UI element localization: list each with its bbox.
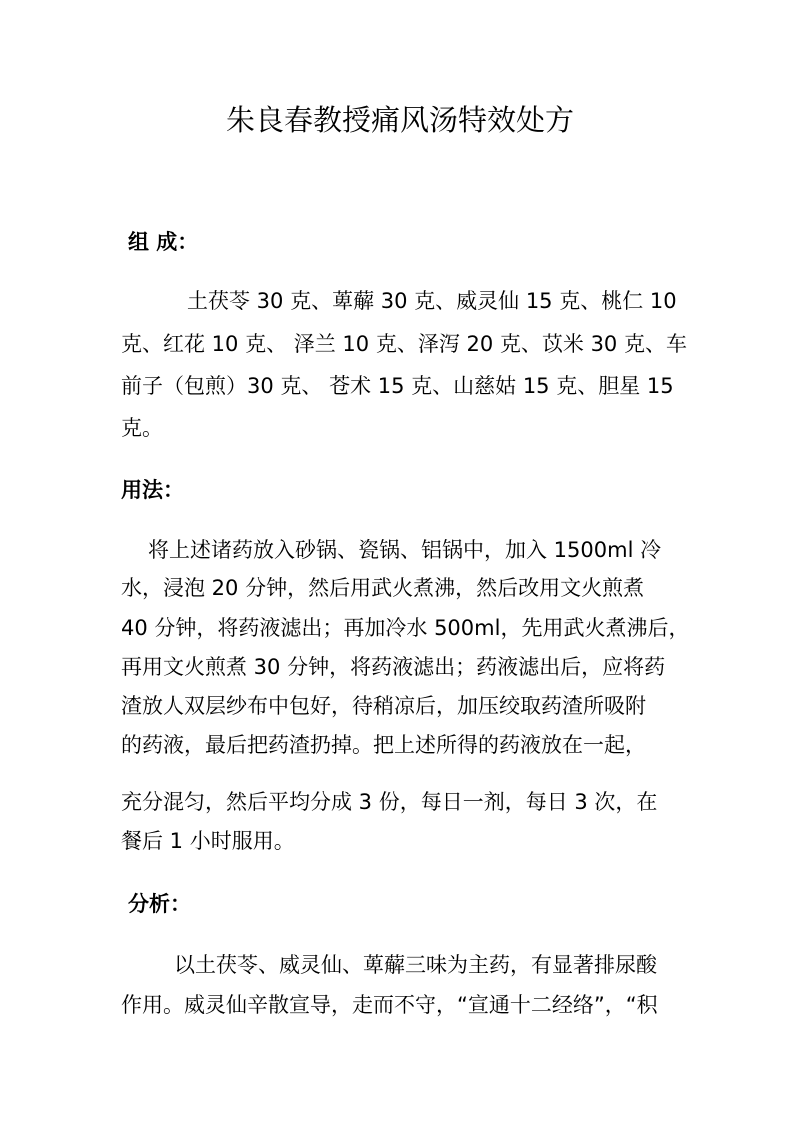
paragraph-line: 渣放人双层纱布中包好，待稍凉后，加压绞取药渣所吸附	[121, 694, 646, 718]
paragraph-line: 作用。威灵仙辛散宣导，走而不守，“宣通十二经络”，“积	[121, 993, 658, 1017]
paragraph-line: 再用文火煎煮 30 分钟，将药液滤出；药液滤出后，应将药	[121, 655, 666, 679]
paragraph-line: 土茯苓 30 克、萆薢 30 克、威灵仙 15 克、桃仁 10	[187, 289, 677, 313]
paragraph-line: 克。	[121, 416, 163, 440]
section-heading-composition: 组 成：	[128, 230, 199, 254]
paragraph-line: 水，浸泡 20 分钟，然后用武火煮沸，然后改用文火煎煮	[121, 576, 645, 600]
section-heading-analysis: 分析：	[128, 892, 191, 916]
section-heading-usage: 用法：	[121, 478, 184, 502]
paragraph-line: 将上述诸药放入砂锅、瓷锅、铝锅中，加入 1500ml 冷	[148, 538, 662, 562]
paragraph-line: 的药液，最后把药渣扔掉。把上述所得的药液放在一起，	[121, 733, 646, 757]
document-title: 朱良春教授痛风汤特效处方	[225, 103, 574, 137]
paragraph-line: 克、红花 10 克、 泽兰 10 克、泽泻 20 克、苡米 30 克、车	[121, 332, 687, 356]
paragraph-line: 40 分钟，将药液滤出；再加冷水 500ml，先用武火煮沸后，	[121, 616, 690, 640]
paragraph-line: 充分混匀，然后平均分成 3 份，每日一剂，每日 3 次，在	[121, 790, 658, 814]
paragraph-line: 前子（包煎）30 克、 苍术 15 克、山慈姑 15 克、胆星 15	[121, 374, 674, 398]
paragraph-line: 餐后 1 小时服用。	[121, 829, 295, 853]
paragraph-line: 以土茯苓、威灵仙、萆薢三味为主药，有显著排尿酸	[174, 953, 657, 977]
